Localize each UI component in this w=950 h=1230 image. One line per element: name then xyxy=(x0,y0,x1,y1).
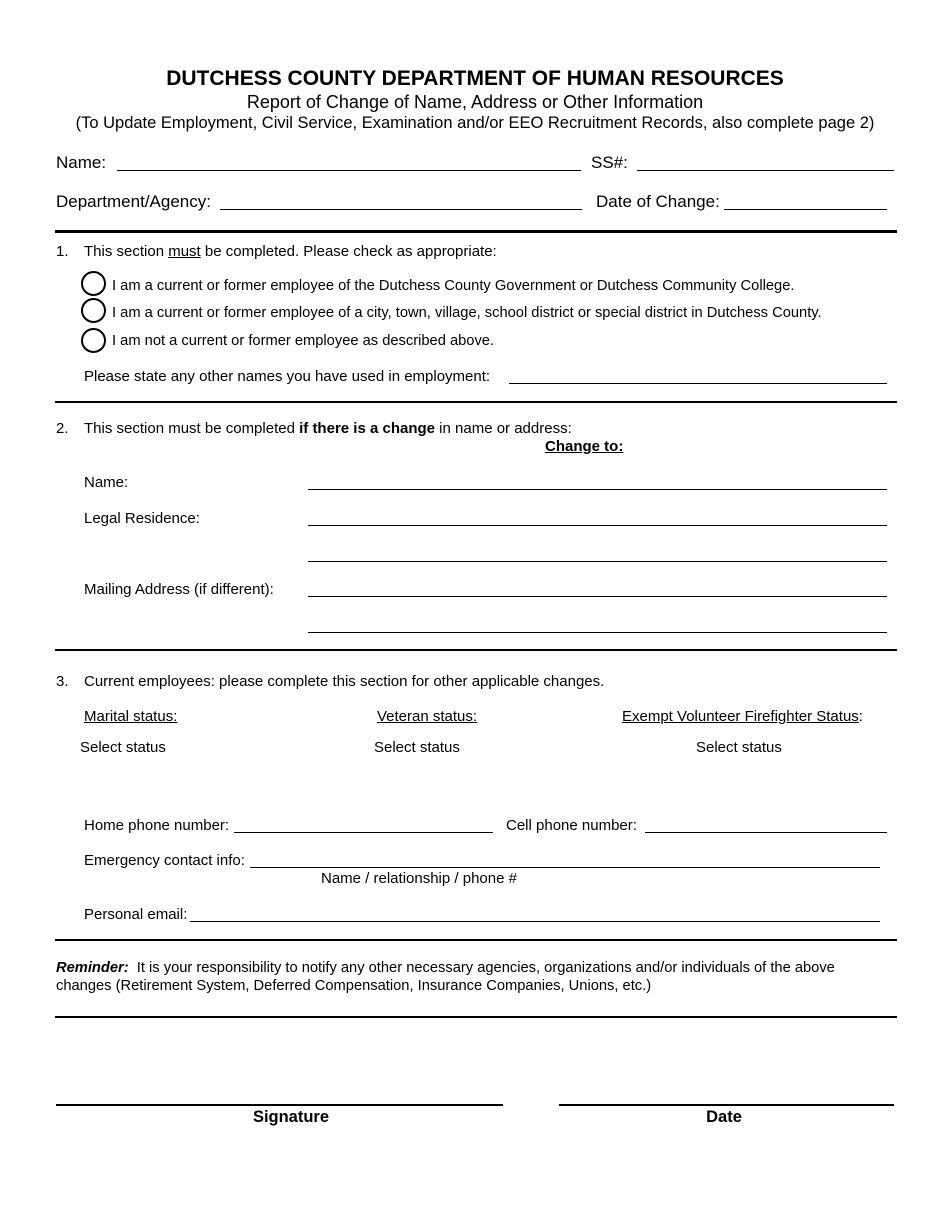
reminder-line2: changes (Retirement System, Deferred Compensation, Insurance Companies, Unions, etc.) xyxy=(56,978,652,994)
new-name-label: Name: xyxy=(84,474,129,491)
home-phone-label: Home phone number: xyxy=(84,817,230,834)
section2-intro xyxy=(84,420,572,437)
date-label: Date xyxy=(706,1108,742,1126)
other-names-input-line[interactable] xyxy=(509,383,887,384)
firefighter-status-select[interactable]: Select status xyxy=(696,739,782,756)
name-label: Name: xyxy=(56,153,107,172)
section1-intro-after: be completed. Please check as appropriate: xyxy=(200,243,497,260)
option-municipal-employee-label: I am a current or former employee of a city, town, village, school district or special district in Dutchess County. xyxy=(112,305,822,321)
veteran-status-select[interactable]: Select status xyxy=(374,739,460,756)
section3-intro: Current employees: please complete this section for other applicable changes. xyxy=(84,673,605,690)
legal-residence-input-line-2[interactable] xyxy=(308,561,887,562)
option-not-employee-label: I am not a current or former employee as described above. xyxy=(112,333,495,349)
legal-residence-label: Legal Residence: xyxy=(84,510,200,527)
new-name-input-line[interactable] xyxy=(308,489,887,490)
section1-intro xyxy=(84,243,497,260)
emergency-contact-label: Emergency contact info: xyxy=(84,852,245,869)
ss-input-line[interactable] xyxy=(637,170,894,171)
firefighter-status-label-wrap xyxy=(622,708,863,725)
department-label: Department/Agency: xyxy=(56,192,211,211)
cell-phone-label: Cell phone number: xyxy=(506,817,637,834)
date-of-change-input-line[interactable] xyxy=(724,209,887,210)
form-subtitle: Report of Change of Name, Address or Other Information xyxy=(246,92,704,112)
veteran-status-label: Veteran status: xyxy=(377,708,478,725)
department-input-line[interactable] xyxy=(220,209,582,210)
section-divider-2 xyxy=(55,401,897,403)
marital-status-select[interactable]: Select status xyxy=(80,739,166,756)
emergency-contact-input-line[interactable] xyxy=(250,867,880,868)
section-divider-1 xyxy=(55,230,897,233)
change-to-heading: Change to: xyxy=(545,438,624,455)
mailing-address-input-line-2[interactable] xyxy=(308,632,887,633)
reminder-line1: It is your responsibility to notify any other necessary agencies, organizations and/or individuals of the above xyxy=(128,960,835,976)
form-note: (To Update Employment, Civil Service, Examination and/or EEO Recruitment Records, also complete page 2) xyxy=(75,114,875,132)
home-phone-input-line[interactable] xyxy=(234,832,493,833)
option-not-employee-radio[interactable] xyxy=(81,328,106,353)
section-divider-5 xyxy=(55,1016,897,1018)
section1-number: 1. xyxy=(56,243,69,260)
section2-intro-after: in name or address: xyxy=(435,420,572,437)
marital-status-label: Marital status: xyxy=(84,708,178,725)
emergency-contact-hint: Name / relationship / phone # xyxy=(321,870,517,887)
section1-intro-must: must xyxy=(168,243,201,260)
other-names-label: Please state any other names you have used in employment: xyxy=(84,368,491,385)
personal-email-input-line[interactable] xyxy=(190,921,880,922)
personal-email-label: Personal email: xyxy=(84,906,188,923)
signature-line[interactable] xyxy=(56,1104,503,1106)
section2-number: 2. xyxy=(56,420,69,437)
mailing-address-label: Mailing Address (if different): xyxy=(84,581,274,598)
firefighter-status-label: Exempt Volunteer Firefighter Status xyxy=(622,708,859,725)
option-county-employee-label: I am a current or former employee of the Dutchess County Government or Dutchess Community College. xyxy=(112,278,795,294)
section3-number: 3. xyxy=(56,673,69,690)
reminder-text xyxy=(56,960,835,976)
date-line[interactable] xyxy=(559,1104,894,1106)
section2-intro-bold: if there is a change xyxy=(299,420,435,437)
section-divider-4 xyxy=(55,939,897,941)
signature-label: Signature xyxy=(252,1108,330,1126)
form-title: DUTCHESS COUNTY DEPARTMENT OF HUMAN RESOURCES xyxy=(166,67,784,90)
section2-intro-before: This section must be completed xyxy=(84,420,300,437)
mailing-address-input-line-1[interactable] xyxy=(308,596,887,597)
option-municipal-employee-radio[interactable] xyxy=(81,298,106,323)
reminder-label: Reminder: xyxy=(56,960,129,976)
ss-label: SS#: xyxy=(591,153,628,172)
date-of-change-label: Date of Change: xyxy=(596,192,720,211)
section-divider-3 xyxy=(55,649,897,651)
legal-residence-input-line-1[interactable] xyxy=(308,525,887,526)
firefighter-status-colon: : xyxy=(858,708,863,725)
name-input-line[interactable] xyxy=(117,170,581,171)
cell-phone-input-line[interactable] xyxy=(645,832,887,833)
section1-intro-before: This section xyxy=(84,243,169,260)
option-county-employee-radio[interactable] xyxy=(81,271,106,296)
